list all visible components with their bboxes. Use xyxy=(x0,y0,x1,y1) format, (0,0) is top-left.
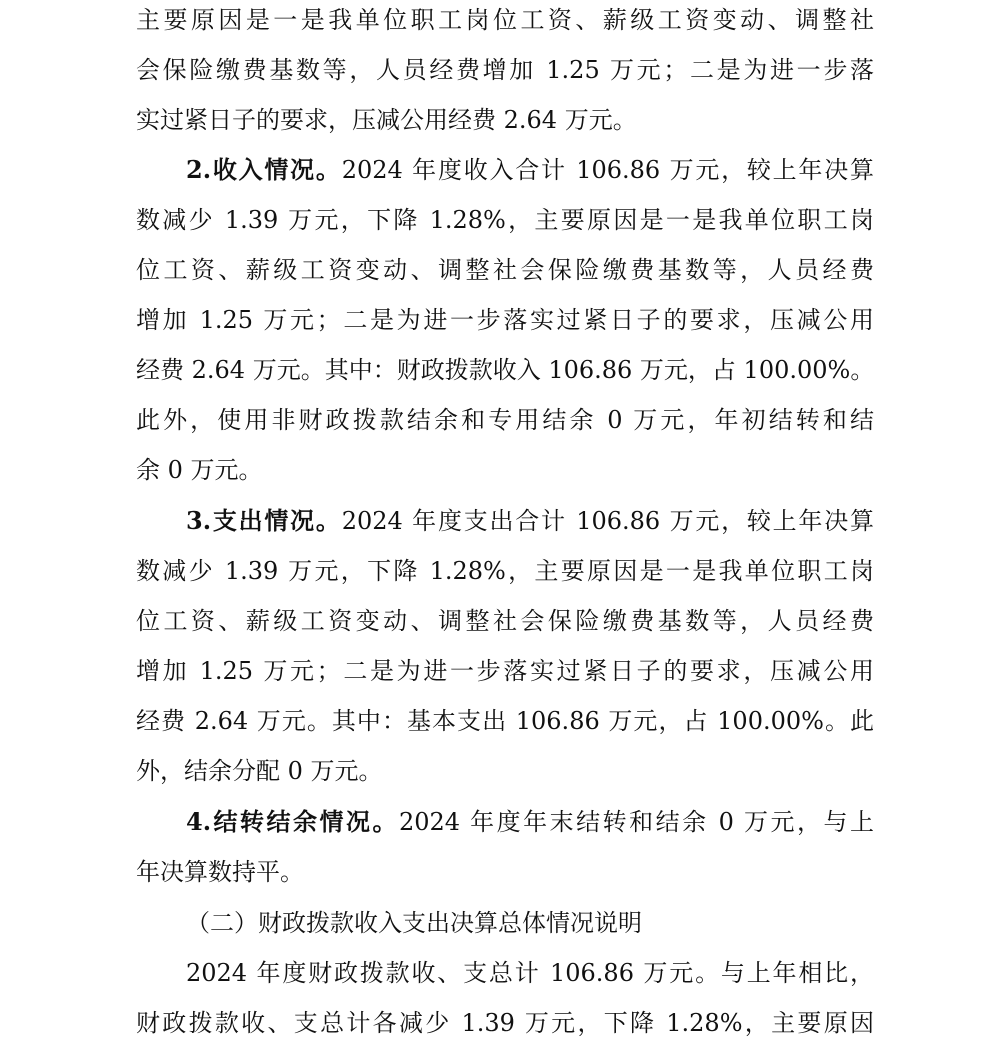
section-heading-income xyxy=(186,155,874,185)
paragraph-line: 年决算数持平。 xyxy=(136,858,304,886)
paragraph-line: 主要原因是一是我单位职工岗位工资、薪级工资变动、调整社 xyxy=(136,6,874,34)
paragraph-line: 经费 2.64 万元。其中：财政拨款收入 106.86 万元，占 100.00%。 xyxy=(136,356,875,384)
section-text-expense: 2024 年度支出合计 106.86 万元，较上年决算 xyxy=(341,507,874,535)
section-heading-carryover xyxy=(186,807,874,837)
section-title-income: 2.收入情况。 xyxy=(186,155,342,184)
subsection-heading: （二）财政拨款收入支出决算总体情况说明 xyxy=(186,909,642,937)
paragraph-line: 增加 1.25 万元；二是为进一步落实过紧日子的要求，压减公用 xyxy=(136,657,874,685)
paragraph-line: 位工资、薪级工资变动、调整社会保险缴费基数等，人员经费 xyxy=(136,607,874,635)
paragraph-line: 数减少 1.39 万元，下降 1.28%，主要原因是一是我单位职工岗 xyxy=(136,206,874,234)
paragraph-line: 外，结余分配 0 万元。 xyxy=(136,757,383,785)
paragraph-line: 经费 2.64 万元。其中：基本支出 106.86 万元，占 100.00%。此 xyxy=(136,707,874,735)
paragraph-line: 位工资、薪级工资变动、调整社会保险缴费基数等，人员经费 xyxy=(136,256,874,284)
section-text-income: 2024 年度收入合计 106.86 万元，较上年决算 xyxy=(341,156,874,184)
paragraph-line: 此外，使用非财政拨款结余和专用结余 0 万元，年初结转和结 xyxy=(136,406,874,434)
section-title-carryover: 4.结转结余情况。 xyxy=(186,807,399,836)
section-text-carryover: 2024 年度年末结转和结余 0 万元，与上 xyxy=(398,808,875,836)
paragraph-line: 数减少 1.39 万元，下降 1.28%，主要原因是一是我单位职工岗 xyxy=(136,557,874,585)
section-heading-expense xyxy=(186,506,874,536)
section-title-expense: 3.支出情况。 xyxy=(186,506,342,535)
paragraph-line: 财政拨款收、支总计各减少 1.39 万元，下降 1.28%，主要原因 xyxy=(136,1009,874,1037)
paragraph-line: 2024 年度财政拨款收、支总计 106.86 万元。与上年相比， xyxy=(186,959,874,987)
paragraph-line: 会保险缴费基数等，人员经费增加 1.25 万元；二是为进一步落 xyxy=(136,56,874,84)
paragraph-line: 实过紧日子的要求，压减公用经费 2.64 万元。 xyxy=(136,106,637,134)
paragraph-line: 增加 1.25 万元；二是为进一步落实过紧日子的要求，压减公用 xyxy=(136,306,874,334)
paragraph-line: 余 0 万元。 xyxy=(136,456,263,484)
